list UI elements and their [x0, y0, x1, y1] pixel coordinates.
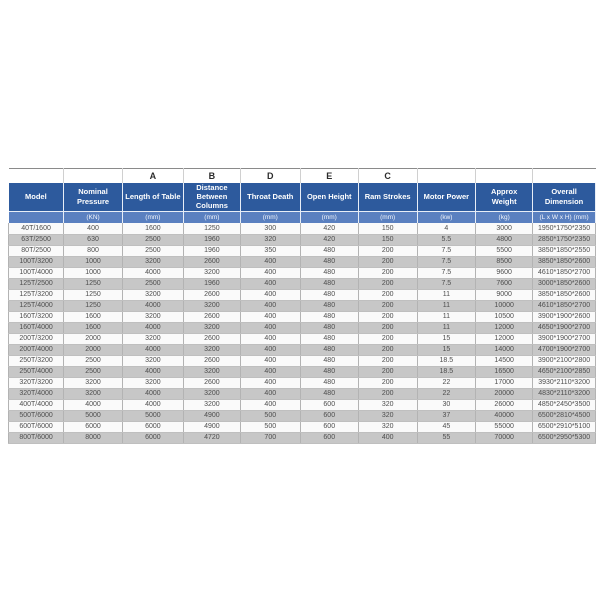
table-cell: 500 [240, 410, 300, 421]
model-cell: 800T/6000 [9, 432, 64, 443]
table-cell: 2000 [64, 333, 123, 344]
column-unit [9, 211, 64, 223]
table-cell: 1600 [64, 322, 123, 333]
model-cell: 100T/4000 [9, 267, 64, 278]
table-cell: 7600 [476, 278, 533, 289]
table-cell: 11 [417, 289, 476, 300]
spec-table [8, 168, 596, 444]
table-cell: 20000 [476, 388, 533, 399]
model-cell: 600T/6000 [9, 421, 64, 432]
table-cell: 4000 [122, 322, 183, 333]
table-cell: 400 [240, 355, 300, 366]
table-cell: 3900*2100*2800 [533, 355, 596, 366]
model-cell: 320T/4000 [9, 388, 64, 399]
column-unit: (KN) [64, 211, 123, 223]
table-cell: 200 [358, 311, 417, 322]
model-cell: 160T/4000 [9, 322, 64, 333]
column-letter-row [9, 169, 596, 183]
table-cell: 4830*2110*3200 [533, 388, 596, 399]
table-cell: 480 [300, 256, 358, 267]
table-cell: 6500*2950*5300 [533, 432, 596, 443]
model-cell: 40T/1600 [9, 223, 64, 234]
table-cell: 4610*1850*2700 [533, 300, 596, 311]
table-cell: 11 [417, 322, 476, 333]
column-header: Overall Dimension [533, 183, 596, 212]
table-cell: 200 [358, 300, 417, 311]
table-cell: 350 [240, 245, 300, 256]
table-cell: 22 [417, 388, 476, 399]
table-cell: 3200 [122, 355, 183, 366]
table-row [9, 410, 596, 421]
column-header: Ram Strokes [358, 183, 417, 212]
table-cell: 1000 [64, 256, 123, 267]
table-cell: 4000 [122, 399, 183, 410]
table-cell: 1250 [64, 300, 123, 311]
model-cell: 125T/4000 [9, 300, 64, 311]
column-letter: A [122, 169, 183, 183]
table-cell: 10000 [476, 300, 533, 311]
table-cell: 2500 [122, 245, 183, 256]
table-cell: 70000 [476, 432, 533, 443]
table-cell: 7.5 [417, 245, 476, 256]
table-cell: 1250 [64, 289, 123, 300]
table-row [9, 388, 596, 399]
table-cell: 1600 [64, 311, 123, 322]
table-cell: 400 [240, 388, 300, 399]
table-cell: 200 [358, 278, 417, 289]
table-cell: 150 [358, 223, 417, 234]
table-cell: 5500 [476, 245, 533, 256]
table-cell: 400 [240, 377, 300, 388]
table-cell: 320 [358, 399, 417, 410]
table-cell: 300 [240, 223, 300, 234]
table-cell: 3200 [122, 289, 183, 300]
table-row [9, 223, 596, 234]
table-cell: 2600 [183, 333, 240, 344]
table-cell: 3000 [476, 223, 533, 234]
table-cell: 17000 [476, 377, 533, 388]
table-cell: 3850*1850*2600 [533, 289, 596, 300]
table-cell: 7.5 [417, 256, 476, 267]
table-cell: 630 [64, 234, 123, 245]
table-cell: 1000 [64, 267, 123, 278]
table-cell: 400 [240, 366, 300, 377]
table-cell: 2850*1750*2350 [533, 234, 596, 245]
table-cell: 1960 [183, 245, 240, 256]
table-row [9, 322, 596, 333]
column-header: Motor Power [417, 183, 476, 212]
table-cell: 18.5 [417, 355, 476, 366]
table-cell: 200 [358, 377, 417, 388]
table-cell: 480 [300, 322, 358, 333]
table-cell: 400 [358, 432, 417, 443]
table-cell: 5000 [122, 410, 183, 421]
table-row [9, 399, 596, 410]
table-cell: 4850*2450*3500 [533, 399, 596, 410]
table-cell: 3200 [183, 300, 240, 311]
table-cell: 2500 [122, 278, 183, 289]
table-cell: 2500 [64, 366, 123, 377]
table-cell: 200 [358, 256, 417, 267]
table-row [9, 267, 596, 278]
table-cell: 6000 [122, 421, 183, 432]
table-cell: 600 [300, 399, 358, 410]
table-cell: 4720 [183, 432, 240, 443]
table-cell: 200 [358, 344, 417, 355]
table-cell: 3200 [183, 344, 240, 355]
table-cell: 3930*2110*3200 [533, 377, 596, 388]
model-cell: 63T/2500 [9, 234, 64, 245]
column-header: Distance Between Columns [183, 183, 240, 212]
column-letter: D [240, 169, 300, 183]
column-unit: (kg) [476, 211, 533, 223]
table-cell: 480 [300, 388, 358, 399]
table-cell: 7.5 [417, 267, 476, 278]
table-cell: 3000*1850*2600 [533, 278, 596, 289]
table-cell: 15 [417, 344, 476, 355]
column-header: Length of Table [122, 183, 183, 212]
table-cell: 480 [300, 267, 358, 278]
column-header-row [9, 183, 596, 212]
table-cell: 400 [240, 278, 300, 289]
table-cell: 4000 [122, 366, 183, 377]
column-header: Open Height [300, 183, 358, 212]
table-cell: 4000 [122, 344, 183, 355]
column-unit: (mm) [358, 211, 417, 223]
model-cell: 400T/4000 [9, 399, 64, 410]
table-cell: 480 [300, 311, 358, 322]
table-cell: 4900 [183, 421, 240, 432]
table-cell: 14000 [476, 344, 533, 355]
table-cell: 1250 [183, 223, 240, 234]
table-cell: 200 [358, 333, 417, 344]
table-cell: 4000 [122, 267, 183, 278]
table-cell: 4000 [64, 399, 123, 410]
model-cell: 125T/3200 [9, 289, 64, 300]
column-letter: E [300, 169, 358, 183]
table-cell: 3850*1850*2600 [533, 256, 596, 267]
table-cell: 18.5 [417, 366, 476, 377]
table-cell: 8500 [476, 256, 533, 267]
table-cell: 1960 [183, 278, 240, 289]
table-cell: 3200 [122, 333, 183, 344]
table-cell: 7.5 [417, 278, 476, 289]
model-cell: 250T/3200 [9, 355, 64, 366]
table-cell: 320 [358, 410, 417, 421]
table-cell: 480 [300, 289, 358, 300]
table-cell: 6000 [122, 432, 183, 443]
table-cell: 1600 [122, 223, 183, 234]
table-cell: 26000 [476, 399, 533, 410]
column-letter [9, 169, 64, 183]
table-cell: 480 [300, 355, 358, 366]
column-header: Approx Weight [476, 183, 533, 212]
table-cell: 10500 [476, 311, 533, 322]
table-cell: 9600 [476, 267, 533, 278]
table-cell: 1960 [183, 234, 240, 245]
table-cell: 400 [240, 344, 300, 355]
table-cell: 40000 [476, 410, 533, 421]
column-unit: (mm) [122, 211, 183, 223]
column-unit: (mm) [300, 211, 358, 223]
table-cell: 500 [240, 421, 300, 432]
model-cell: 200T/3200 [9, 333, 64, 344]
spec-table-head [9, 169, 596, 224]
table-cell: 4800 [476, 234, 533, 245]
table-cell: 3200 [64, 377, 123, 388]
table-cell: 200 [358, 366, 417, 377]
table-cell: 400 [240, 311, 300, 322]
table-cell: 420 [300, 223, 358, 234]
table-cell: 3900*1900*2700 [533, 333, 596, 344]
column-letter [417, 169, 476, 183]
column-letter [476, 169, 533, 183]
table-cell: 2600 [183, 355, 240, 366]
table-cell: 1250 [64, 278, 123, 289]
table-cell: 200 [358, 289, 417, 300]
model-cell: 160T/3200 [9, 311, 64, 322]
table-row [9, 421, 596, 432]
table-cell: 9000 [476, 289, 533, 300]
table-cell: 200 [358, 267, 417, 278]
table-row [9, 355, 596, 366]
table-cell: 600 [300, 432, 358, 443]
table-cell: 400 [240, 267, 300, 278]
table-cell: 3200 [183, 388, 240, 399]
column-header: Model [9, 183, 64, 212]
table-cell: 2600 [183, 377, 240, 388]
table-cell: 400 [240, 322, 300, 333]
table-cell: 3200 [122, 311, 183, 322]
model-cell: 100T/3200 [9, 256, 64, 267]
table-cell: 4900 [183, 410, 240, 421]
table-cell: 320 [240, 234, 300, 245]
table-cell: 480 [300, 344, 358, 355]
table-cell: 480 [300, 300, 358, 311]
table-cell: 150 [358, 234, 417, 245]
table-cell: 480 [300, 366, 358, 377]
table-cell: 4000 [122, 388, 183, 399]
table-row [9, 245, 596, 256]
table-cell: 16500 [476, 366, 533, 377]
column-unit: (L x W x H) (mm) [533, 211, 596, 223]
column-unit: (kw) [417, 211, 476, 223]
spec-table-container [8, 168, 596, 444]
table-cell: 200 [358, 388, 417, 399]
model-cell: 80T/2500 [9, 245, 64, 256]
table-cell: 400 [240, 333, 300, 344]
table-cell: 480 [300, 377, 358, 388]
table-cell: 600 [300, 421, 358, 432]
table-cell: 4610*1850*2700 [533, 267, 596, 278]
table-cell: 22 [417, 377, 476, 388]
table-cell: 12000 [476, 333, 533, 344]
column-unit: (mm) [240, 211, 300, 223]
model-cell: 500T/6000 [9, 410, 64, 421]
table-row [9, 234, 596, 245]
table-cell: 5.5 [417, 234, 476, 245]
table-cell: 3900*1900*2600 [533, 311, 596, 322]
table-cell: 480 [300, 278, 358, 289]
table-cell: 3200 [122, 377, 183, 388]
table-cell: 12000 [476, 322, 533, 333]
table-cell: 800 [64, 245, 123, 256]
table-row [9, 289, 596, 300]
table-cell: 1950*1750*2350 [533, 223, 596, 234]
column-letter [533, 169, 596, 183]
table-cell: 200 [358, 355, 417, 366]
table-cell: 55 [417, 432, 476, 443]
table-cell: 400 [64, 223, 123, 234]
table-cell: 8000 [64, 432, 123, 443]
table-row [9, 333, 596, 344]
table-cell: 420 [300, 234, 358, 245]
table-row [9, 278, 596, 289]
table-cell: 3200 [122, 256, 183, 267]
table-row [9, 432, 596, 443]
model-cell: 200T/4000 [9, 344, 64, 355]
table-cell: 55000 [476, 421, 533, 432]
table-cell: 45 [417, 421, 476, 432]
table-cell: 2600 [183, 311, 240, 322]
table-cell: 2600 [183, 289, 240, 300]
table-cell: 30 [417, 399, 476, 410]
model-cell: 125T/2500 [9, 278, 64, 289]
table-row [9, 311, 596, 322]
table-cell: 2500 [64, 355, 123, 366]
table-cell: 400 [240, 399, 300, 410]
table-cell: 480 [300, 333, 358, 344]
model-cell: 250T/4000 [9, 366, 64, 377]
table-cell: 6000 [64, 421, 123, 432]
table-cell: 3200 [183, 322, 240, 333]
table-cell: 15 [417, 333, 476, 344]
table-cell: 11 [417, 300, 476, 311]
table-cell: 2000 [64, 344, 123, 355]
table-cell: 3200 [183, 366, 240, 377]
table-cell: 2500 [122, 234, 183, 245]
table-cell: 2600 [183, 256, 240, 267]
table-cell: 6500*2910*5100 [533, 421, 596, 432]
column-unit: (mm) [183, 211, 240, 223]
table-cell: 5000 [64, 410, 123, 421]
table-row [9, 300, 596, 311]
table-cell: 14500 [476, 355, 533, 366]
table-cell: 4700*1900*2700 [533, 344, 596, 355]
table-cell: 4 [417, 223, 476, 234]
table-cell: 320 [358, 421, 417, 432]
table-cell: 3850*1850*2550 [533, 245, 596, 256]
table-cell: 11 [417, 311, 476, 322]
table-cell: 6500*2810*4500 [533, 410, 596, 421]
column-letter: B [183, 169, 240, 183]
table-row [9, 344, 596, 355]
table-cell: 3200 [183, 399, 240, 410]
table-cell: 200 [358, 245, 417, 256]
table-cell: 400 [240, 256, 300, 267]
column-units-row [9, 211, 596, 223]
column-header: Throat Death [240, 183, 300, 212]
column-header: Nominal Pressure [64, 183, 123, 212]
table-row [9, 256, 596, 267]
column-letter [64, 169, 123, 183]
table-cell: 480 [300, 245, 358, 256]
table-cell: 600 [300, 410, 358, 421]
table-cell: 400 [240, 300, 300, 311]
table-cell: 3200 [64, 388, 123, 399]
model-cell: 320T/3200 [9, 377, 64, 388]
table-cell: 4650*2100*2850 [533, 366, 596, 377]
table-cell: 4000 [122, 300, 183, 311]
table-row [9, 377, 596, 388]
table-cell: 400 [240, 289, 300, 300]
column-letter: C [358, 169, 417, 183]
table-cell: 700 [240, 432, 300, 443]
spec-table-body [9, 223, 596, 443]
table-cell: 4650*1900*2700 [533, 322, 596, 333]
table-cell: 3200 [183, 267, 240, 278]
table-cell: 200 [358, 322, 417, 333]
table-row [9, 366, 596, 377]
table-cell: 37 [417, 410, 476, 421]
